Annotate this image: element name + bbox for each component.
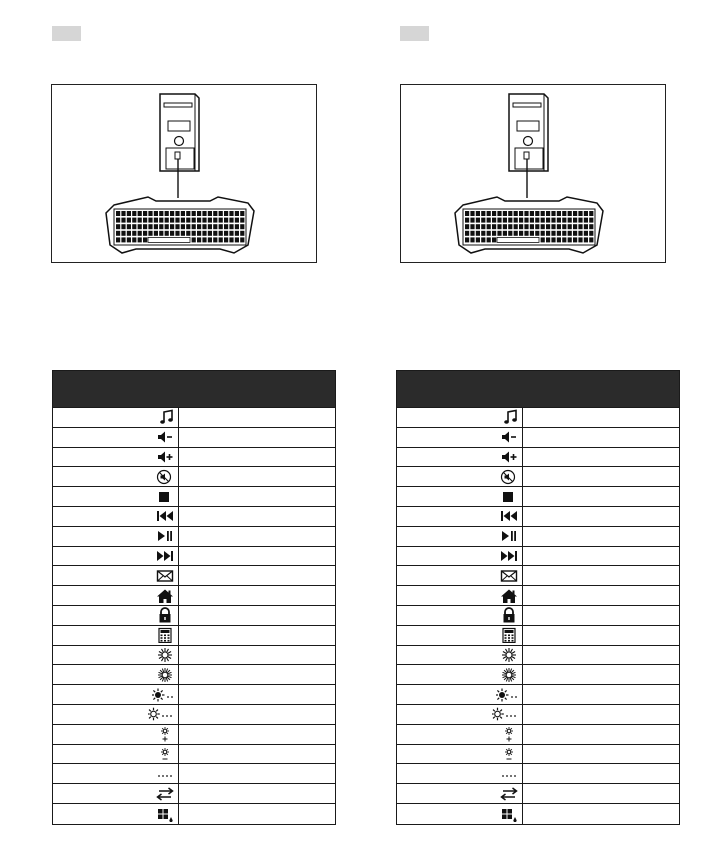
table-row <box>53 586 335 606</box>
calculator-icon <box>500 627 518 643</box>
windows-lock-icon <box>156 806 174 822</box>
description-cell <box>523 527 679 546</box>
description-cell <box>179 804 335 824</box>
table-row <box>397 685 679 705</box>
table-row <box>53 804 335 824</box>
next-track-icon <box>156 548 174 564</box>
swap-arrows-icon <box>500 786 518 802</box>
table-row <box>53 764 335 784</box>
description-cell <box>179 467 335 486</box>
key-icon-cell <box>397 646 523 665</box>
key-icon-cell <box>397 428 523 447</box>
key-icon-cell <box>397 665 523 684</box>
table-row <box>53 784 335 804</box>
table-row <box>53 487 335 507</box>
lock-icon <box>500 607 518 623</box>
table-row <box>397 487 679 507</box>
windows-lock-icon <box>500 806 518 822</box>
key-icon-cell <box>53 586 179 605</box>
table-row <box>53 725 335 745</box>
table-row <box>397 705 679 725</box>
key-icon-cell <box>53 646 179 665</box>
mute-icon <box>500 469 518 485</box>
mail-icon <box>156 568 174 584</box>
section-tag-right <box>400 26 429 41</box>
pc-tower-icon <box>160 94 199 171</box>
description-cell <box>523 745 679 764</box>
table-row <box>397 646 679 666</box>
description-cell <box>179 764 335 783</box>
home-icon <box>500 588 518 604</box>
description-cell <box>179 448 335 467</box>
key-icon-cell <box>53 467 179 486</box>
section-tag-left <box>52 26 81 41</box>
description-cell <box>179 705 335 724</box>
key-icon-cell <box>53 606 179 625</box>
key-icon-cell <box>53 665 179 684</box>
table-row <box>53 408 335 428</box>
key-icon-cell <box>53 566 179 585</box>
play-pause-icon <box>156 528 174 544</box>
volume-down-icon <box>500 429 518 445</box>
table-row <box>53 665 335 685</box>
backlight-mode-icon <box>500 647 518 663</box>
calculator-icon <box>156 627 174 643</box>
key-icon-cell <box>53 705 179 724</box>
description-cell <box>179 487 335 506</box>
description-cell <box>179 408 335 427</box>
play-pause-icon <box>500 528 518 544</box>
description-cell <box>523 705 679 724</box>
description-cell <box>523 606 679 625</box>
description-cell <box>523 784 679 803</box>
description-cell <box>523 428 679 447</box>
brightness-up-icon <box>148 706 174 722</box>
key-icon-cell <box>53 784 179 803</box>
speed-up-icon <box>156 726 174 742</box>
stop-icon <box>500 489 518 505</box>
speed-down-icon <box>156 746 174 762</box>
key-icon-cell <box>53 547 179 566</box>
key-icon-cell <box>397 566 523 585</box>
table-row <box>397 626 679 646</box>
table-row <box>397 448 679 468</box>
keyboard-icon <box>455 197 603 253</box>
description-cell <box>523 804 679 824</box>
backlight-color-icon <box>156 667 174 683</box>
volume-up-icon <box>156 449 174 465</box>
lock-icon <box>156 607 174 623</box>
key-icon-cell <box>397 626 523 645</box>
description-cell <box>179 784 335 803</box>
music-note-icon <box>158 409 174 425</box>
connection-figure-left <box>51 84 317 263</box>
description-cell <box>523 467 679 486</box>
table-row <box>53 566 335 586</box>
table-row <box>397 665 679 685</box>
key-icon-cell <box>53 725 179 744</box>
key-icon-cell <box>397 685 523 704</box>
table-row <box>53 685 335 705</box>
description-cell <box>523 764 679 783</box>
table-row <box>397 547 679 567</box>
key-icon-cell <box>397 507 523 526</box>
table-row <box>53 547 335 567</box>
description-cell <box>523 566 679 585</box>
description-cell <box>179 606 335 625</box>
table-row <box>397 586 679 606</box>
previous-track-icon <box>156 508 174 524</box>
swap-arrows-icon <box>156 786 174 802</box>
key-icon-cell <box>53 448 179 467</box>
brightness-down-icon <box>496 687 518 703</box>
description-cell <box>179 547 335 566</box>
key-icon-cell <box>397 606 523 625</box>
description-cell <box>523 586 679 605</box>
key-icon-cell <box>397 448 523 467</box>
table-row <box>53 527 335 547</box>
function-key-table-left <box>52 370 336 825</box>
table-row <box>53 606 335 626</box>
table-row <box>53 626 335 646</box>
key-icon-cell <box>397 725 523 744</box>
table-row <box>397 745 679 765</box>
description-cell <box>523 448 679 467</box>
key-icon-cell <box>397 547 523 566</box>
table-row <box>397 507 679 527</box>
description-cell <box>523 665 679 684</box>
table-row <box>53 467 335 487</box>
key-icon-cell <box>53 764 179 783</box>
key-icon-cell <box>53 408 179 427</box>
table-row <box>397 428 679 448</box>
description-cell <box>179 566 335 585</box>
key-icon-cell <box>53 527 179 546</box>
description-cell <box>523 725 679 744</box>
description-cell <box>523 646 679 665</box>
table-header <box>53 371 335 408</box>
key-icon-cell <box>397 784 523 803</box>
key-icon-cell <box>53 626 179 645</box>
stop-icon <box>156 489 174 505</box>
table-row <box>397 764 679 784</box>
keyboard-icon <box>106 197 254 253</box>
brightness-down-icon <box>152 687 174 703</box>
description-cell <box>523 408 679 427</box>
description-cell <box>523 626 679 645</box>
key-icon-cell <box>397 764 523 783</box>
key-icon-cell <box>397 467 523 486</box>
description-cell <box>179 725 335 744</box>
key-icon-cell <box>53 804 179 824</box>
dots-icon <box>156 766 174 782</box>
key-icon-cell <box>53 428 179 447</box>
description-cell <box>179 665 335 684</box>
description-cell <box>523 547 679 566</box>
key-icon-cell <box>397 745 523 764</box>
home-icon <box>156 588 174 604</box>
speed-down-icon <box>500 746 518 762</box>
description-cell <box>179 527 335 546</box>
description-cell <box>179 586 335 605</box>
table-row <box>397 527 679 547</box>
music-note-icon <box>502 409 518 425</box>
description-cell <box>523 685 679 704</box>
key-icon-cell <box>397 408 523 427</box>
volume-up-icon <box>500 449 518 465</box>
description-cell <box>523 487 679 506</box>
key-icon-cell <box>53 685 179 704</box>
key-icon-cell <box>53 507 179 526</box>
table-row <box>397 566 679 586</box>
description-cell <box>179 745 335 764</box>
table-row <box>53 745 335 765</box>
dots-icon <box>500 766 518 782</box>
speed-up-icon <box>500 726 518 742</box>
brightness-up-icon <box>492 706 518 722</box>
key-icon-cell <box>397 586 523 605</box>
table-row <box>53 646 335 666</box>
backlight-mode-icon <box>156 647 174 663</box>
table-row <box>397 725 679 745</box>
next-track-icon <box>500 548 518 564</box>
table-row <box>397 467 679 487</box>
mail-icon <box>500 568 518 584</box>
key-icon-cell <box>397 487 523 506</box>
previous-track-icon <box>500 508 518 524</box>
key-icon-cell <box>53 745 179 764</box>
table-row <box>397 408 679 428</box>
description-cell <box>179 646 335 665</box>
connection-figure-right <box>400 84 666 263</box>
table-row <box>53 705 335 725</box>
table-row <box>397 804 679 824</box>
description-cell <box>179 685 335 704</box>
table-row <box>53 507 335 527</box>
key-icon-cell <box>397 705 523 724</box>
table-row <box>397 784 679 804</box>
key-icon-cell <box>397 527 523 546</box>
key-icon-cell <box>53 487 179 506</box>
function-key-table-right <box>396 370 680 825</box>
table-row <box>53 448 335 468</box>
table-row <box>53 428 335 448</box>
backlight-color-icon <box>500 667 518 683</box>
table-header <box>397 371 679 408</box>
description-cell <box>179 626 335 645</box>
key-icon-cell <box>397 804 523 824</box>
mute-icon <box>156 469 174 485</box>
table-row <box>397 606 679 626</box>
description-cell <box>179 428 335 447</box>
description-cell <box>179 507 335 526</box>
pc-tower-icon <box>509 94 548 171</box>
description-cell <box>523 507 679 526</box>
volume-down-icon <box>156 429 174 445</box>
